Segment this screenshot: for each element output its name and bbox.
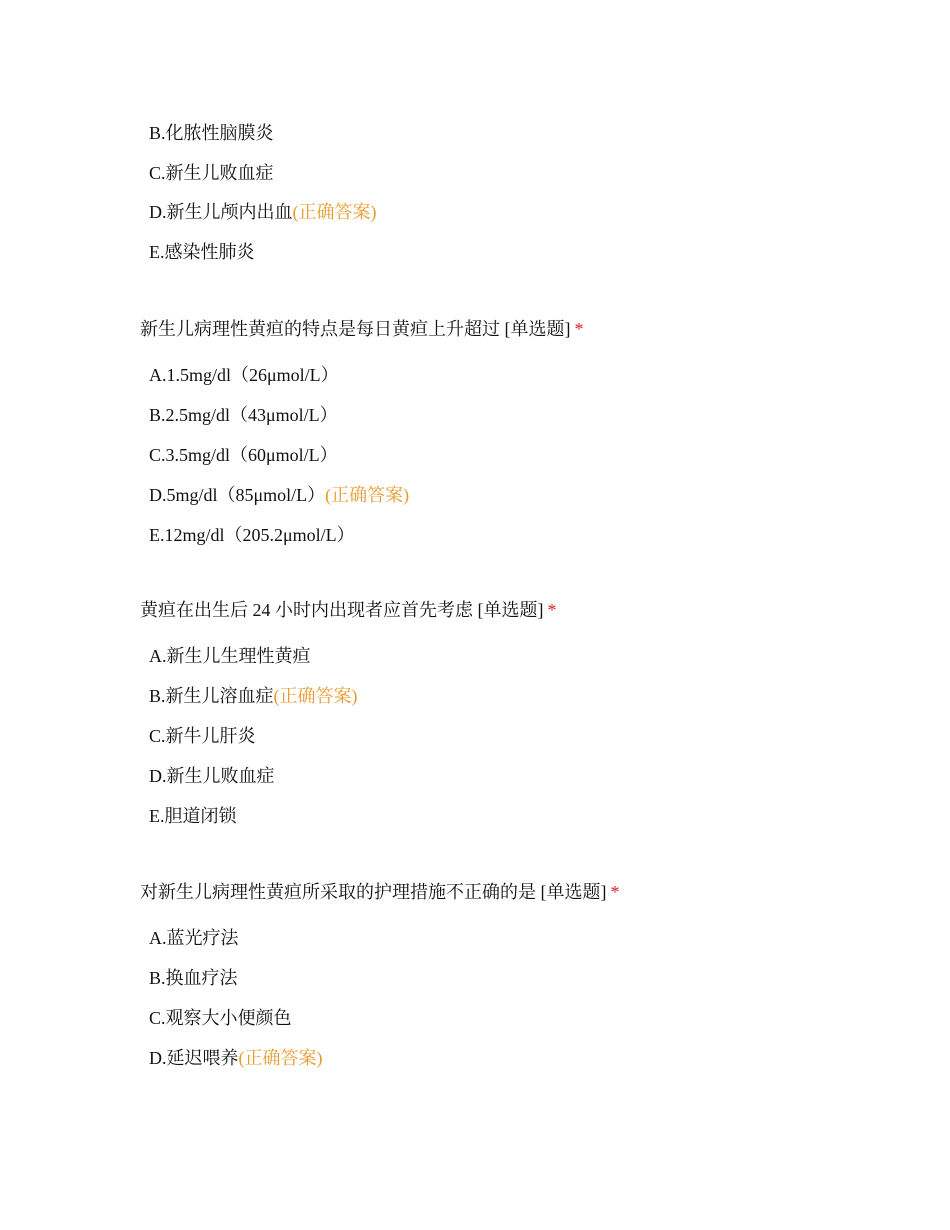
option-item — [149, 121, 274, 145]
option-text: C.3.5mg/dl（60μmol/L） — [149, 445, 338, 465]
question-text: 黄疸在出生后 24 小时内出现者应首先考虑 [单选题] — [140, 600, 544, 620]
option-text: A.蓝光疗法 — [149, 928, 239, 948]
correct-answer-label: (正确答案) — [292, 202, 377, 222]
option-text: C.新生儿败血症 — [149, 163, 274, 183]
option-text: C.观察大小便颜色 — [149, 1008, 292, 1028]
option-text: E.感染性肺炎 — [149, 242, 255, 262]
option-text: B.化脓性脑膜炎 — [149, 123, 274, 143]
option-text: B.换血疗法 — [149, 968, 238, 988]
option-text: D.新生儿败血症 — [149, 766, 275, 786]
option-item — [149, 1006, 292, 1030]
option-text: E.12mg/dl（205.2μmol/L） — [149, 525, 355, 545]
option-item — [149, 240, 255, 264]
option-item — [149, 804, 237, 828]
option-item — [149, 200, 377, 224]
option-text: D.延迟喂养 — [149, 1048, 239, 1068]
correct-answer-label: (正确答案) — [238, 1048, 323, 1068]
option-item — [149, 443, 338, 467]
option-text: E.胆道闭锁 — [149, 806, 237, 826]
option-item — [149, 926, 239, 950]
option-text: A.1.5mg/dl（26μmol/L） — [149, 365, 339, 385]
question-title — [140, 880, 620, 904]
question-text: 对新生儿病理性黄疸所采取的护理措施不正确的是 [单选题] — [140, 882, 607, 902]
option-text: D.新生儿颅内出血 — [149, 202, 293, 222]
option-item — [149, 161, 274, 185]
option-text: D.5mg/dl（85μmol/L） — [149, 485, 326, 505]
question-text: 新生儿病理性黄疸的特点是每日黄疸上升超过 [单选题] — [140, 319, 571, 339]
option-item — [149, 684, 358, 708]
correct-answer-label: (正确答案) — [273, 686, 358, 706]
required-star: * — [610, 882, 620, 902]
option-item — [149, 523, 355, 547]
option-text: A.新生儿生理性黄疸 — [149, 646, 311, 666]
option-item — [149, 966, 238, 990]
option-text: C.新牛儿肝炎 — [149, 726, 256, 746]
option-item — [149, 1046, 323, 1070]
required-star: * — [574, 319, 584, 339]
option-text: B.2.5mg/dl（43μmol/L） — [149, 405, 338, 425]
question-title — [140, 598, 557, 622]
correct-answer-label: (正确答案) — [325, 485, 410, 505]
option-item — [149, 764, 275, 788]
required-star: * — [547, 600, 557, 620]
option-item — [149, 724, 256, 748]
option-item — [149, 644, 311, 668]
question-title — [140, 317, 584, 341]
option-text: B.新生儿溶血症 — [149, 686, 274, 706]
option-item — [149, 403, 338, 427]
option-item — [149, 483, 409, 507]
option-item — [149, 363, 339, 387]
